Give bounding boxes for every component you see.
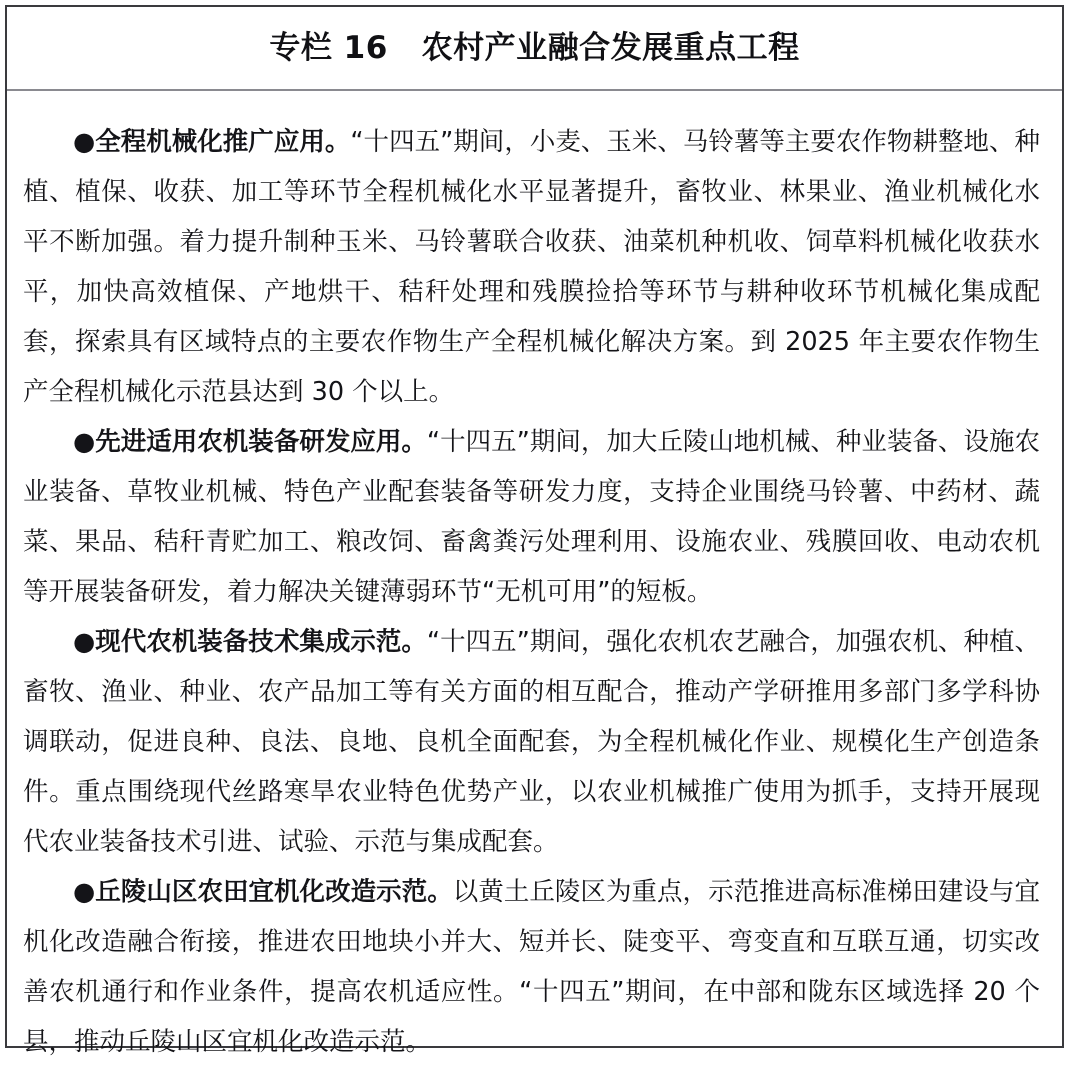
paragraph-item	[23, 867, 1040, 1067]
paragraph-lead: 现代农机装备技术集成示范。	[95, 627, 427, 657]
paragraph-item	[23, 417, 1040, 617]
paragraph-body: 以黄土丘陵区为重点，示范推进高标准梯田建设与宜机化改造融合衔接，推进农田地块小并大、短并长、陡变平、弯变直和互联互通，切实改善农机通行和作业条件，提高农机适应性。“十四五”期间，在中部和陇东区域选择 20 个县，推动丘陵山区宜机化改造示范。	[23, 877, 1040, 1057]
bullet-icon: ●	[73, 877, 96, 907]
paragraph-lead: 全程机械化推广应用。	[95, 127, 351, 157]
paragraph-body: “十四五”期间，强化农机农艺融合，加强农机、种植、畜牧、渔业、种业、农产品加工等有关方面的相互配合，推动产学研推用多部门多学科协调联动，促进良种、良法、良地、良机全面配套，为全程机械化作业、规模化生产创造条件。重点围绕现代丝路寒旱农业特色优势产业，以农业机械推广使用为抓手，支持开展现代农业装备技术引进、试验、示范与集成配套。	[23, 627, 1040, 857]
paragraph-body: “十四五”期间，小麦、玉米、马铃薯等主要农作物耕整地、种植、植保、收获、加工等环节全程机械化水平显著提升，畜牧业、林果业、渔业机械化水平不断加强。着力提升制种玉米、马铃薯联合收获、油菜机种机收、饲草料机械化收获水平，加快高效植保、产地烘干、秸秆处理和残膜捡拾等环节与耕种收环节机械化集成配套，探索具有区域特点的主要农作物生产全程机械化解决方案。到 2025 年主要农作物生产全程机械化示范县达到 30 个以上。	[23, 127, 1040, 407]
callout-box	[5, 5, 1064, 1057]
paragraph-lead: 丘陵山区农田宜机化改造示范。	[95, 877, 453, 907]
callout-body	[7, 91, 1062, 1067]
paragraph-item	[23, 117, 1040, 417]
paragraph-item	[23, 617, 1040, 867]
paragraph-lead: 先进适用农机装备研发应用。	[95, 427, 427, 457]
callout-header	[7, 7, 1062, 91]
callout-title: 专栏 16 农村产业融合发展重点工程	[269, 30, 800, 67]
title-separator	[7, 89, 1062, 91]
bullet-icon: ●	[73, 127, 96, 157]
paragraph-body: “十四五”期间，加大丘陵山地机械、种业装备、设施农业装备、草牧业机械、特色产业配套装备等研发力度，支持企业围绕马铃薯、中药材、蔬菜、果品、秸秆青贮加工、粮改饲、畜禽粪污处理利用、设施农业、残膜回收、电动农机等开展装备研发，着力解决关键薄弱环节“无机可用”的短板。	[23, 427, 1040, 607]
bullet-icon: ●	[73, 427, 96, 457]
bullet-icon: ●	[73, 627, 96, 657]
